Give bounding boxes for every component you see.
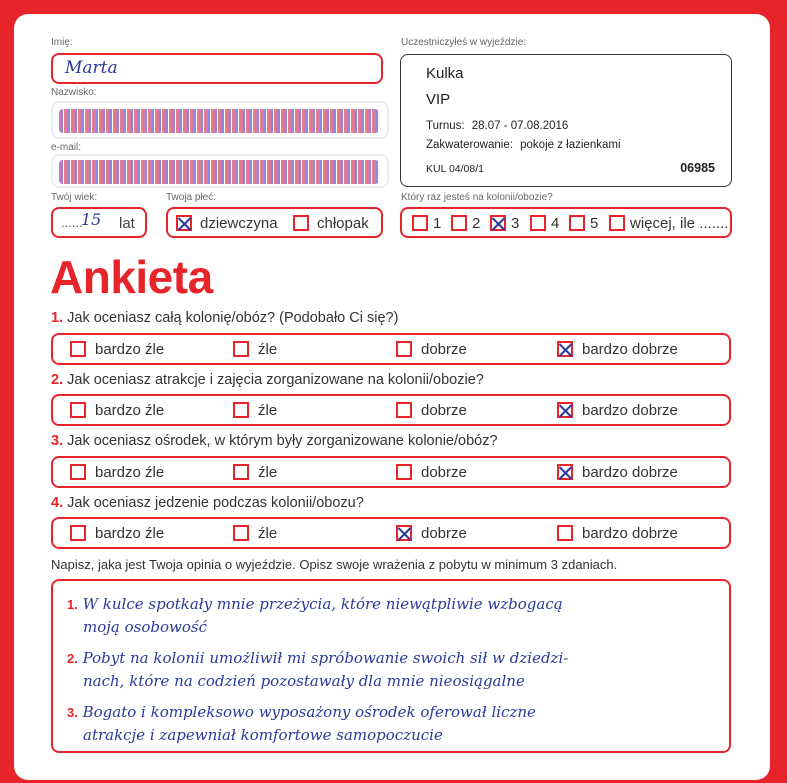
opinion-textarea[interactable] [51, 579, 731, 753]
age-value: 15 [81, 210, 102, 229]
q4-dobrze-label: dobrze [421, 525, 467, 542]
opinion-1 [67, 593, 563, 638]
q1-zle-checkbox[interactable] [233, 341, 249, 357]
q3-dobrze-label: dobrze [421, 464, 467, 481]
q1-bardzo-dobrze-label: bardzo dobrze [582, 341, 678, 358]
camp-name: Kulka [426, 65, 464, 82]
q1-bardzo-zle-label: bardzo źle [95, 341, 165, 358]
q2-bardzo-dobrze-label: bardzo dobrze [582, 402, 678, 419]
age-field[interactable] [51, 207, 147, 238]
q1-dobrze-checkbox[interactable] [396, 341, 412, 357]
q4-dobrze-checkbox[interactable] [396, 525, 412, 541]
q3-bardzo-zle-label: bardzo źle [95, 464, 165, 481]
question-4-options [51, 517, 731, 549]
page-title: Ankieta [50, 251, 213, 303]
opinion-2-line2: nach, które na codzień pozostawały dla mnie nieosiągalne [83, 672, 525, 690]
email-label: e-mail: [51, 142, 82, 153]
times-2-checkbox[interactable] [451, 215, 467, 231]
opinion-2-number: 2. [67, 651, 78, 666]
opinion-2 [67, 647, 568, 692]
times-group [400, 207, 732, 238]
times-2-label: 2 [472, 215, 481, 232]
turnus-label: Turnus: [426, 120, 465, 132]
times-3-label: 3 [511, 215, 520, 232]
surname-redaction [59, 109, 379, 133]
question-3-number: 3. [51, 433, 64, 449]
question-4 [51, 495, 364, 511]
q1-dobrze-label: dobrze [421, 341, 467, 358]
booking-code: KUL 04/08/1 [426, 163, 484, 175]
times-5-label: 5 [590, 215, 599, 232]
q1-zle-label: źle [258, 341, 278, 358]
q2-zle-checkbox[interactable] [233, 402, 249, 418]
age-label: Twój wiek: [51, 192, 98, 203]
q2-bardzo-zle-label: bardzo źle [95, 402, 165, 419]
q2-zle-label: źle [258, 402, 278, 419]
question-1 [51, 310, 398, 326]
question-2 [51, 372, 484, 388]
gender-girl-checkbox[interactable] [176, 215, 192, 231]
opinion-2-line1: Pobyt na kolonii umożliwił mi spróbowanie swoich sił w dziedzi- [82, 649, 569, 667]
question-2-number: 2. [51, 372, 64, 388]
question-1-options [51, 333, 731, 365]
participant-label: Uczestniczyłeś w wyjeździe: [401, 37, 527, 48]
age-dots: ...... [61, 215, 83, 230]
camp-tier: VIP [426, 91, 451, 108]
gender-boy-checkbox[interactable] [293, 215, 309, 231]
opinion-3-line2: atrakcje i zapewniał komfortowe samopoczucie [83, 726, 443, 744]
times-more-checkbox[interactable] [609, 215, 625, 231]
q3-bardzo-zle-checkbox[interactable] [70, 464, 86, 480]
surname-label: Nazwisko: [51, 87, 97, 98]
question-1-text: Jak oceniasz całą kolonię/obóz? (Podobało Ci się?) [67, 310, 399, 326]
q4-zle-label: źle [258, 525, 278, 542]
q2-dobrze-label: dobrze [421, 402, 467, 419]
opinion-1-line2: moją osobowość [83, 618, 207, 636]
q3-bardzo-dobrze-label: bardzo dobrze [582, 464, 678, 481]
gender-girl-label: dziewczyna [200, 215, 278, 232]
question-4-number: 4. [51, 495, 64, 511]
times-label: Który raz jesteś na kolonii/obozie? [401, 192, 553, 203]
q2-bardzo-dobrze-checkbox[interactable] [557, 402, 573, 418]
q4-bardzo-zle-label: bardzo źle [95, 525, 165, 542]
booking-number: 06985 [680, 161, 715, 175]
participant-box [400, 54, 732, 187]
times-4-label: 4 [551, 215, 560, 232]
email-field[interactable] [51, 154, 389, 188]
gender-group [166, 207, 383, 238]
q3-zle-checkbox[interactable] [233, 464, 249, 480]
q2-bardzo-zle-checkbox[interactable] [70, 402, 86, 418]
question-2-options [51, 394, 731, 426]
q4-bardzo-dobrze-label: bardzo dobrze [582, 525, 678, 542]
q4-bardzo-zle-checkbox[interactable] [70, 525, 86, 541]
question-4-text: Jak oceniasz jedzenie podczas kolonii/obozu? [67, 495, 364, 511]
question-2-text: Jak oceniasz atrakcje i zajęcia zorganizowane na kolonii/obozie? [67, 372, 484, 388]
question-3 [51, 433, 498, 449]
q1-bardzo-zle-checkbox[interactable] [70, 341, 86, 357]
opinion-prompt: Napisz, jaka jest Twoja opinia o wyjeździe. Opisz swoje wrażenia z pobytu w minimum 3 zdaniach. [51, 557, 618, 572]
q3-dobrze-checkbox[interactable] [396, 464, 412, 480]
question-3-text: Jak oceniasz ośrodek, w którym były zorganizowane kolonie/obóz? [67, 433, 498, 449]
times-more-label: więcej, ile ....... [630, 215, 729, 232]
surname-field[interactable] [51, 101, 389, 139]
opinion-1-number: 1. [67, 597, 78, 612]
q4-bardzo-dobrze-checkbox[interactable] [557, 525, 573, 541]
opinion-1-line1: W kulce spotkały mnie przeżycia, które niewątpliwie wzbogacą [82, 595, 563, 613]
q4-zle-checkbox[interactable] [233, 525, 249, 541]
times-5-checkbox[interactable] [569, 215, 585, 231]
q3-bardzo-dobrze-checkbox[interactable] [557, 464, 573, 480]
accommodation-value: pokoje z łazienkami [520, 139, 621, 151]
q2-dobrze-checkbox[interactable] [396, 402, 412, 418]
opinion-3-line1: Bogato i kompleksowo wyposażony ośrodek oferował liczne [82, 703, 536, 721]
opinion-3 [67, 701, 536, 746]
times-1-label: 1 [433, 215, 442, 232]
question-3-options [51, 456, 731, 488]
gender-label: Twoja płeć: [166, 192, 217, 203]
turnus-value: 28.07 - 07.08.2016 [471, 120, 569, 132]
q1-bardzo-dobrze-checkbox[interactable] [557, 341, 573, 357]
q3-zle-label: źle [258, 464, 278, 481]
name-label: Imię: [51, 37, 73, 48]
times-4-checkbox[interactable] [530, 215, 546, 231]
age-unit: lat [119, 215, 135, 232]
email-redaction [59, 160, 379, 184]
accommodation-label: Zakwaterowanie: [426, 139, 513, 151]
gender-boy-label: chłopak [317, 215, 369, 232]
times-1-checkbox[interactable] [412, 215, 428, 231]
opinion-3-number: 3. [67, 705, 78, 720]
question-1-number: 1. [51, 310, 64, 326]
times-3-checkbox[interactable] [490, 215, 506, 231]
name-value: Marta [65, 58, 118, 78]
name-field[interactable] [51, 53, 383, 84]
